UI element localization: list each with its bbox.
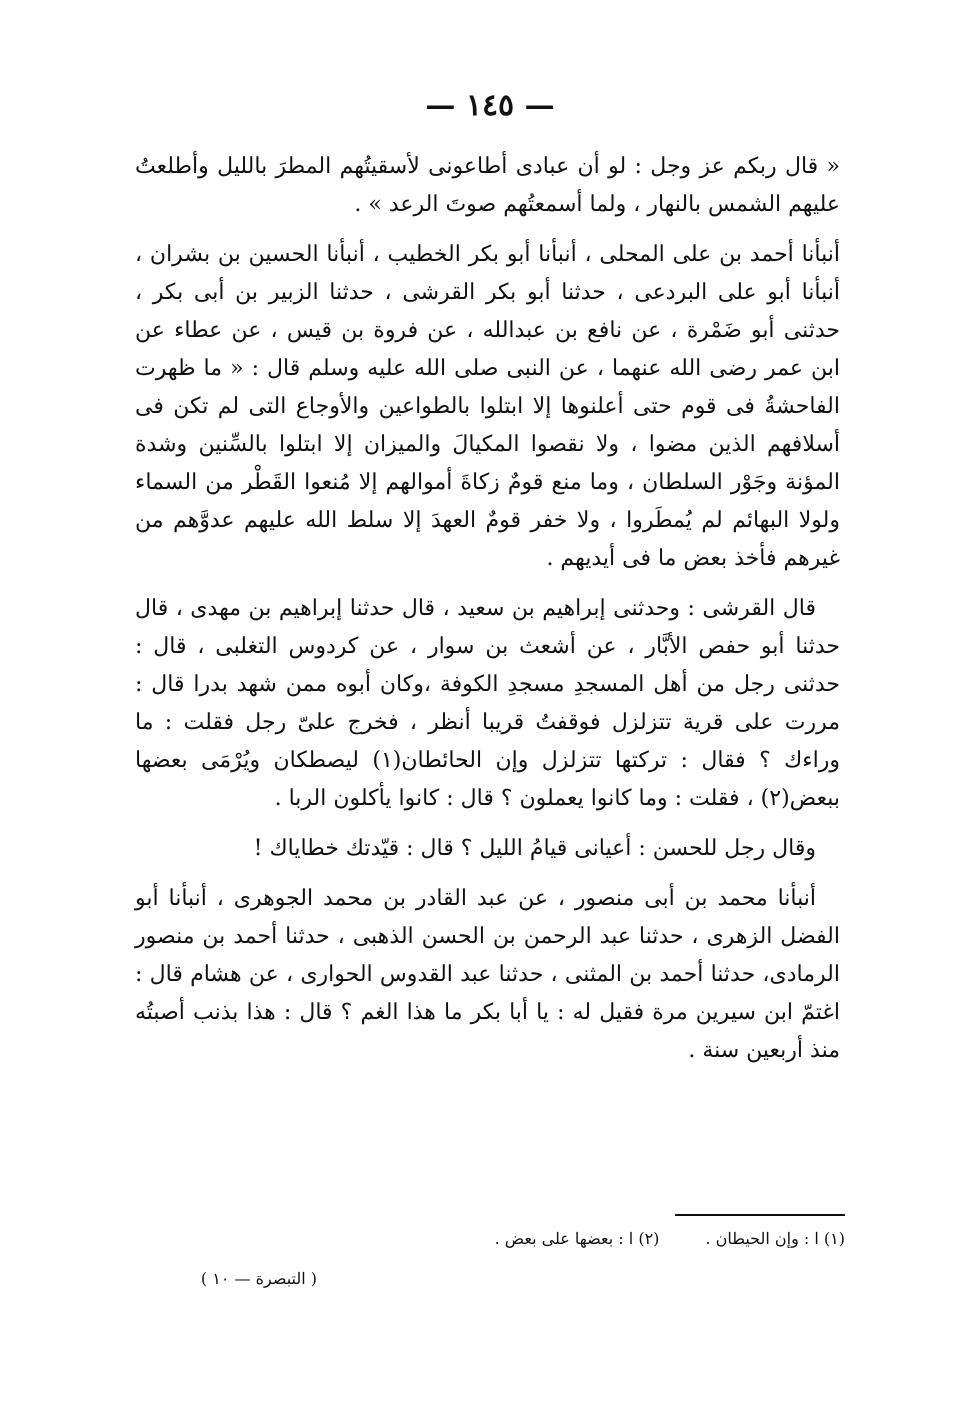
footnote-2: (٢) ا : بعضها على بعض .: [494, 1229, 660, 1248]
paragraph: أنبأنا محمد بن أبى منصور ، عن عبد القادر بن محمد الجوهرى ، أنبأنا أبو الفضل الزهرى ، حدثنا عبد الرحمن بن الحسن الذهبى ، حدثنا أحمد بن منصور الرمادى، حدثنا أحمد بن المثنى ، حدثنا عبد القدوس الحوارى ، عن هشام قال : اغتمّ ابن سيرين مرة فقيل له : يا أبا بكر ما هذا الغم ؟ قال : هذا بذنب أصبتُه منذ أربعين سنة .: [135, 886, 840, 1063]
footnote-separator: [675, 1214, 845, 1216]
footnote-1: (١) ا : وإن الحيطان .: [705, 1229, 845, 1248]
signature-mark: ( التبصرة — ١٠ ): [200, 1269, 317, 1288]
paragraph: أنبأنا أحمد بن على المحلى ، أنبأنا أبو بكر الخطيب ، أنبأنا الحسين بن بشران ، أنبأنا أبو على البردعى ، حدثنا أبو بكر القرشى ، حدثنا الزبير بن أبى بكر ، حدثنى أبو ضَمْرة ، عن نافع بن عبدالله ، عن فروة بن قيس ، عن عطاء عن ابن عمر رضى الله عنهما ، عن النبى صلى الله عليه وسلم قال : « ما ظهرت الفاحشةُ فى قوم حتى أعلنوها إلا ابتلوا بالطواعين والأوجاع التى لم تكن فى أسلافهم الذين مضوا ، ولا نقصوا المكيالَ والميزان إلا ابتلوا بالسِّنين وشدة المؤنة وجَوْر السلطان ، وما منع قومٌ زكاةَ أموالهم إلا مُنعوا القَطْر من السماء ولولا البهائم لم يُمطَروا ، ولا خفر قومٌ العهدَ إلا سلط الله عليهم عدوَّهم من غيرهم فأخذ بعض ما فى أيديهم .: [135, 242, 840, 571]
paragraph: قال القرشى : وحدثنى إبراهيم بن سعيد ، قال حدثنا إبراهيم بن مهدى ، قال حدثنا أبو حفص الأبَّار ، عن أشعث بن سوار ، عن كردوس التغلبى ، قال : حدثنى رجل من أهل المسجدِ مسجدِ الكوفة ،وكان أبوه ممن شهد بدرا قال : مررت على قرية تتزلزل فوقفتُ قريبا أنظر ، فخرج علىّ رجل فقلت : ما وراءك ؟ فقال : تركتها تتزلزل وإن الحائطان(١) ليصطكان ويُرْمَى بعضها ببعض(٢) ، فقلت : وما كانوا يعملون ؟ قال : كانوا يأكلون الربا .: [135, 596, 841, 811]
page-number: — ١٤٥ —: [425, 88, 555, 123]
footnotes: [140, 1226, 845, 1252]
paragraph: وقال رجل للحسن : أعيانى قيامُ الليل ؟ قال : قيّدتك خطاياك !: [253, 836, 816, 861]
main-text: [135, 148, 840, 1082]
paragraph: « قال ربكم عز وجل : لو أن عبادى أطاعونى لأسقيتُهم المطرَ بالليل وأطلعتُ عليهم الشمس بالنهار ، ولما أسمعتُهم صوتَ الرعد » .: [135, 154, 840, 217]
